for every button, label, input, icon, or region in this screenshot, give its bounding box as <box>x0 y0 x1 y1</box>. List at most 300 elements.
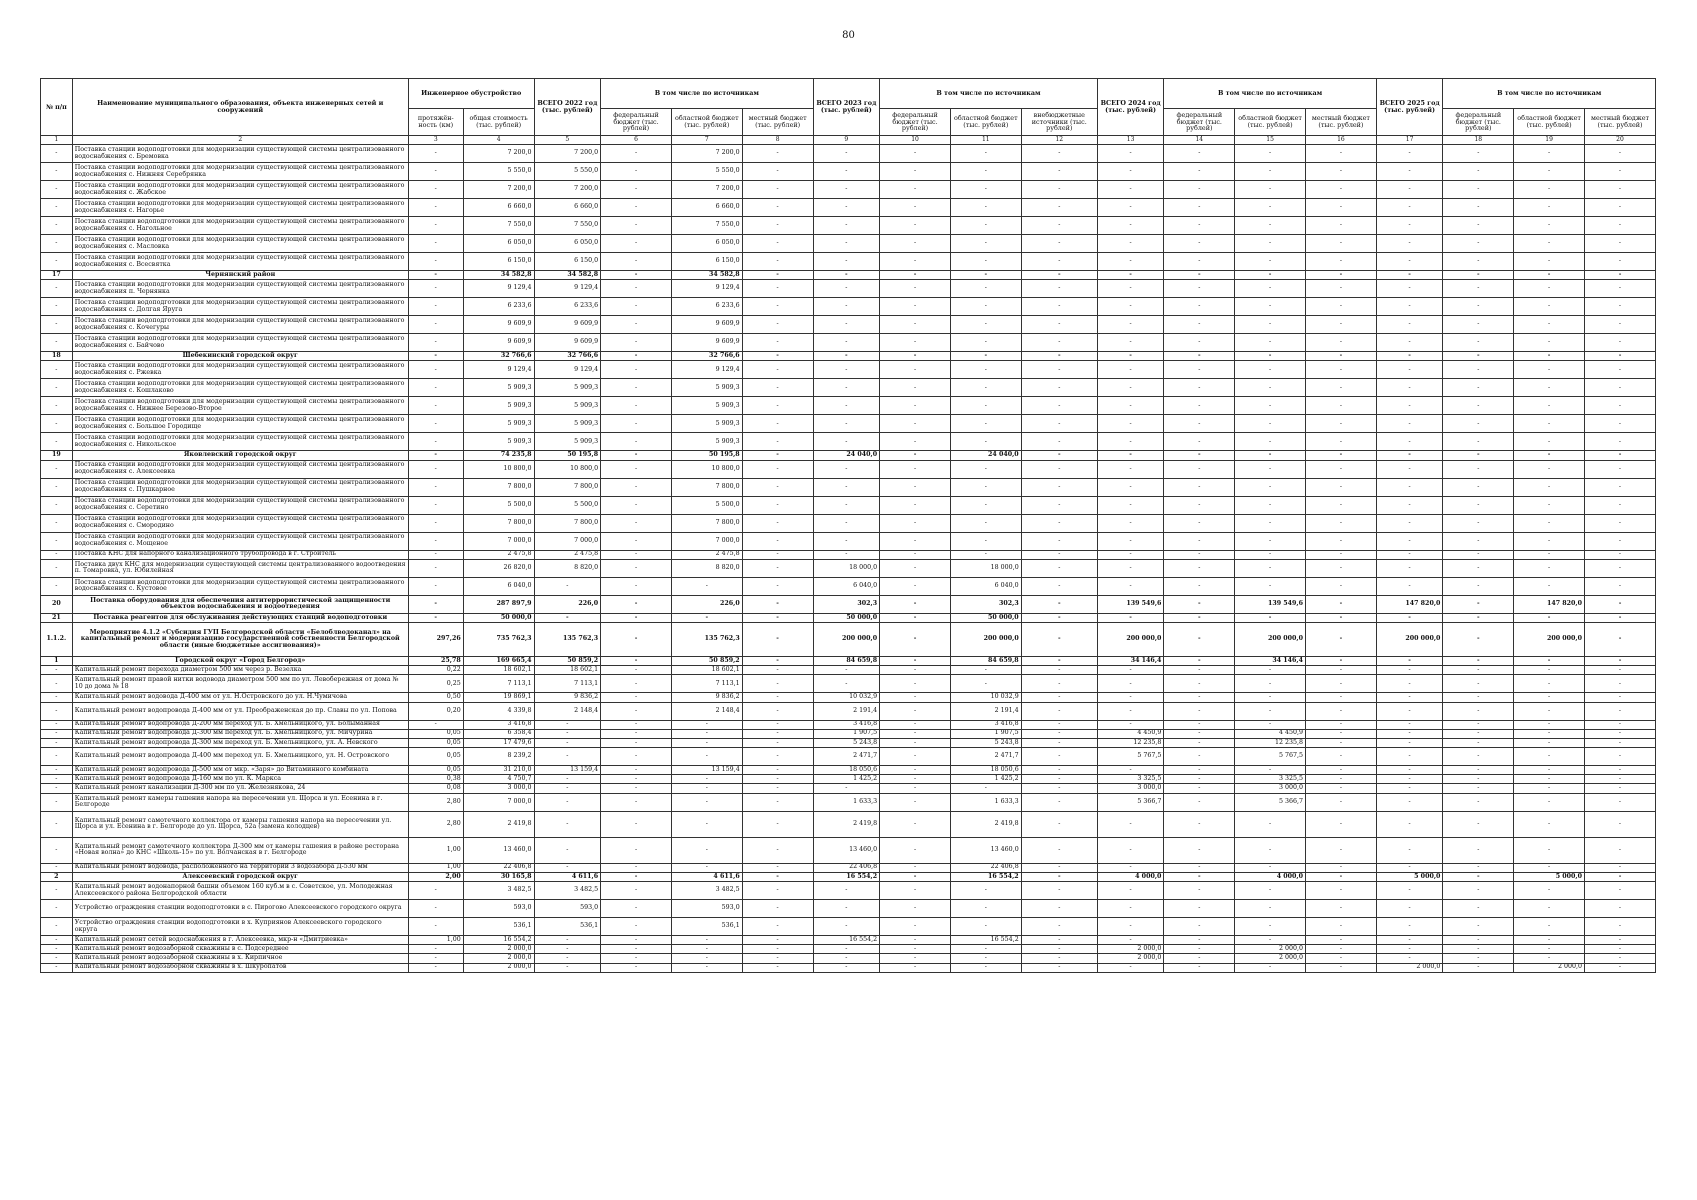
value-cell: - <box>950 298 1021 316</box>
value-cell: 32 766,6 <box>463 352 534 361</box>
value-cell: - <box>880 433 951 451</box>
value-cell: - <box>880 577 951 595</box>
row-number-cell: - <box>41 766 73 775</box>
value-cell: - <box>1021 963 1097 972</box>
column-index: 18 <box>1443 136 1514 145</box>
value-cell: - <box>1306 217 1377 235</box>
table-row <box>41 415 1656 433</box>
value-cell: - <box>813 379 880 397</box>
value-cell: - <box>1443 595 1514 613</box>
value-cell: - <box>1443 720 1514 729</box>
value-cell: 6 233,6 <box>463 298 534 316</box>
table-row <box>41 253 1656 271</box>
value-cell: - <box>1514 702 1585 720</box>
value-cell: - <box>1235 532 1306 550</box>
table-row-subtotal <box>41 595 1656 613</box>
value-cell: - <box>408 181 463 199</box>
value-cell: - <box>1585 271 1656 280</box>
value-cell: - <box>1164 181 1235 199</box>
value-cell: - <box>742 954 813 963</box>
value-cell: - <box>1443 181 1514 199</box>
value-cell: - <box>880 945 951 954</box>
table-row <box>41 397 1656 415</box>
value-cell: - <box>601 460 672 478</box>
value-cell: - <box>534 729 601 738</box>
value-cell: - <box>813 675 880 693</box>
row-number-cell: - <box>41 217 73 235</box>
value-cell: 6 040,0 <box>463 577 534 595</box>
value-cell: - <box>1021 298 1097 316</box>
value-cell: - <box>813 433 880 451</box>
value-cell: - <box>880 478 951 496</box>
object-name-cell: Поставка станции водоподготовки для модернизации существующей системы централизованного водоснабжения с. Кустовое <box>72 577 408 595</box>
value-cell: 2 000,0 <box>463 963 534 972</box>
value-cell: - <box>1164 550 1235 559</box>
value-cell: 8 820,0 <box>534 559 601 577</box>
value-cell: 5 909,3 <box>463 379 534 397</box>
value-cell: 2 475,8 <box>463 550 534 559</box>
value-cell: - <box>1306 666 1377 675</box>
value-cell: - <box>1306 334 1377 352</box>
value-cell: - <box>1585 532 1656 550</box>
value-cell: - <box>742 811 813 837</box>
value-cell: - <box>1585 433 1656 451</box>
value-cell: 5 500,0 <box>463 496 534 514</box>
value-cell: - <box>742 397 813 415</box>
value-cell: - <box>1235 863 1306 872</box>
value-cell: - <box>1164 954 1235 963</box>
value-cell: - <box>1376 397 1443 415</box>
value-cell: - <box>880 298 951 316</box>
table-row <box>41 316 1656 334</box>
row-number-cell: - <box>41 397 73 415</box>
budget-table <box>40 78 1656 973</box>
header-fed-2025: федеральный бюджет (тыс. рублей) <box>1443 109 1514 136</box>
value-cell: - <box>1164 784 1235 793</box>
value-cell: 7 550,0 <box>534 217 601 235</box>
value-cell: - <box>950 900 1021 918</box>
value-cell: - <box>408 478 463 496</box>
row-number-cell: - <box>41 882 73 900</box>
table-row <box>41 532 1656 550</box>
value-cell: - <box>1585 882 1656 900</box>
value-cell: - <box>1443 936 1514 945</box>
value-cell: - <box>1021 550 1097 559</box>
value-cell: 2 419,8 <box>950 811 1021 837</box>
table-row <box>41 720 1656 729</box>
value-cell: - <box>1235 415 1306 433</box>
row-number-cell: - <box>41 199 73 217</box>
value-cell: - <box>742 936 813 945</box>
value-cell: - <box>950 145 1021 163</box>
row-number-cell: - <box>41 145 73 163</box>
value-cell: - <box>742 478 813 496</box>
value-cell: - <box>813 496 880 514</box>
header-sources-2023: В том числе по источникам <box>880 79 1098 109</box>
value-cell: - <box>1235 675 1306 693</box>
table-row <box>41 163 1656 181</box>
value-cell: - <box>813 352 880 361</box>
value-cell: - <box>880 693 951 702</box>
value-cell: - <box>1514 379 1585 397</box>
value-cell: - <box>950 954 1021 963</box>
value-cell: - <box>1443 253 1514 271</box>
value-cell: - <box>1235 397 1306 415</box>
row-number-cell: 19 <box>41 451 73 460</box>
value-cell: - <box>1376 199 1443 217</box>
value-cell: - <box>1235 163 1306 181</box>
value-cell: - <box>742 863 813 872</box>
value-cell: - <box>408 433 463 451</box>
value-cell: - <box>1021 280 1097 298</box>
value-cell: - <box>1443 666 1514 675</box>
value-cell: - <box>601 872 672 881</box>
value-cell: - <box>1164 496 1235 514</box>
value-cell: - <box>1021 163 1097 181</box>
table-row <box>41 514 1656 532</box>
value-cell: 2 148,4 <box>534 702 601 720</box>
row-number-cell: - <box>41 280 73 298</box>
value-cell: 50 000,0 <box>950 613 1021 622</box>
value-cell: 34 582,8 <box>534 271 601 280</box>
header-reg-2022: областной бюджет (тыс. рублей) <box>671 109 742 136</box>
value-cell: - <box>1443 550 1514 559</box>
column-index: 9 <box>813 136 880 145</box>
value-cell: - <box>1306 163 1377 181</box>
object-name-cell: Капитальный ремонт водовода, расположенного на территории 3 водозабора Д-530 мм <box>72 863 408 872</box>
value-cell: - <box>1097 963 1164 972</box>
value-cell: - <box>1021 415 1097 433</box>
object-name-cell: Поставка станции водоподготовки для модернизации существующей системы централизованного водоснабжения с. Нижнее Березово-Второе <box>72 397 408 415</box>
value-cell: - <box>1164 702 1235 720</box>
value-cell: - <box>1376 550 1443 559</box>
value-cell: - <box>601 766 672 775</box>
header-loc-2024: местный бюджет (тыс. рублей) <box>1306 109 1377 136</box>
object-name-cell: Капитальный ремонт водозаборной скважины в х. Шкуропатов <box>72 963 408 972</box>
value-cell: 13 460,0 <box>950 837 1021 863</box>
value-cell: - <box>1164 666 1235 675</box>
value-cell: - <box>1164 811 1235 837</box>
value-cell: - <box>880 863 951 872</box>
column-index: 14 <box>1164 136 1235 145</box>
value-cell: - <box>1585 622 1656 656</box>
value-cell: 9 609,9 <box>534 334 601 352</box>
value-cell: 9 129,4 <box>463 280 534 298</box>
value-cell: - <box>1097 918 1164 936</box>
table-row <box>41 702 1656 720</box>
value-cell: - <box>1021 766 1097 775</box>
value-cell: - <box>408 460 463 478</box>
row-number-cell: - <box>41 963 73 972</box>
value-cell: - <box>1235 280 1306 298</box>
table-row <box>41 793 1656 811</box>
value-cell: - <box>534 784 601 793</box>
table-row <box>41 217 1656 235</box>
value-cell: - <box>534 613 601 622</box>
value-cell: - <box>534 963 601 972</box>
value-cell: - <box>1235 613 1306 622</box>
value-cell: - <box>1585 361 1656 379</box>
value-cell: - <box>1021 702 1097 720</box>
row-number-cell: 20 <box>41 595 73 613</box>
value-cell: - <box>1306 478 1377 496</box>
value-cell: - <box>1443 415 1514 433</box>
table-row <box>41 550 1656 559</box>
value-cell: - <box>1306 280 1377 298</box>
value-cell: - <box>1514 559 1585 577</box>
column-index-row <box>41 136 1656 145</box>
value-cell: - <box>1514 415 1585 433</box>
value-cell: 18 602,1 <box>534 666 601 675</box>
value-cell: - <box>1514 316 1585 334</box>
value-cell: - <box>1514 253 1585 271</box>
value-cell: - <box>1235 217 1306 235</box>
value-cell: - <box>880 793 951 811</box>
value-cell: - <box>1514 577 1585 595</box>
value-cell: - <box>1164 514 1235 532</box>
value-cell: - <box>1306 145 1377 163</box>
value-cell: - <box>813 361 880 379</box>
value-cell: - <box>1585 478 1656 496</box>
value-cell: 0,25 <box>408 675 463 693</box>
value-cell: - <box>601 532 672 550</box>
value-cell: - <box>1306 872 1377 881</box>
value-cell: - <box>1097 766 1164 775</box>
value-cell: - <box>601 271 672 280</box>
value-cell: - <box>534 738 601 747</box>
value-cell: - <box>1443 379 1514 397</box>
value-cell: - <box>950 496 1021 514</box>
value-cell: - <box>1443 837 1514 863</box>
value-cell: - <box>1585 496 1656 514</box>
value-cell: 5 909,3 <box>671 397 742 415</box>
object-name-cell: Капитальный ремонт самотечного коллектора от камеры гашения напора на пересечении ул. Щорса и ул. Есенина в г. Белгороде до ул. Щорса, 52а (замена колодцев) <box>72 811 408 837</box>
value-cell: - <box>1376 954 1443 963</box>
value-cell: - <box>1164 863 1235 872</box>
value-cell: - <box>813 334 880 352</box>
value-cell: - <box>601 936 672 945</box>
value-cell: 4 000,0 <box>1097 872 1164 881</box>
value-cell: - <box>1376 738 1443 747</box>
page-number: 80 <box>842 30 855 41</box>
value-cell: 0,50 <box>408 693 463 702</box>
value-cell: - <box>1306 415 1377 433</box>
object-name-cell: Поставка станции водоподготовки для модернизации существующей системы централизованного водоснабжения с. Пушкарное <box>72 478 408 496</box>
value-cell: - <box>1164 622 1235 656</box>
object-name-cell: Городской округ «Город Белгород» <box>72 656 408 665</box>
value-cell: 10 800,0 <box>671 460 742 478</box>
value-cell: - <box>1235 334 1306 352</box>
value-cell: - <box>1306 559 1377 577</box>
table-row-subtotal <box>41 872 1656 881</box>
value-cell: - <box>1514 675 1585 693</box>
row-number-cell: - <box>41 900 73 918</box>
value-cell: 6 040,0 <box>813 577 880 595</box>
value-cell: - <box>601 316 672 334</box>
value-cell: - <box>1164 577 1235 595</box>
value-cell: 9 609,9 <box>534 316 601 334</box>
value-cell: - <box>1514 936 1585 945</box>
value-cell: - <box>1376 352 1443 361</box>
table-row <box>41 478 1656 496</box>
row-number-cell: - <box>41 666 73 675</box>
value-cell: - <box>742 280 813 298</box>
value-cell: - <box>1164 720 1235 729</box>
value-cell: - <box>1514 163 1585 181</box>
value-cell: - <box>1443 433 1514 451</box>
value-cell: 6 150,0 <box>671 253 742 271</box>
object-name-cell: Капитальный ремонт правой нитки водовода диаметром 500 мм по ул. Левобережная от дома № 10 до дома № 18 <box>72 675 408 693</box>
value-cell: 7 800,0 <box>534 478 601 496</box>
value-cell: - <box>742 945 813 954</box>
value-cell: - <box>1021 271 1097 280</box>
value-cell: - <box>880 837 951 863</box>
value-cell: - <box>1097 577 1164 595</box>
object-name-cell: Поставка станции водоподготовки для модернизации существующей системы централизованного водоснабжения с. Масловка <box>72 235 408 253</box>
value-cell: - <box>601 963 672 972</box>
value-cell: - <box>742 460 813 478</box>
value-cell: - <box>601 478 672 496</box>
header-total-2025: ВСЕГО 2025 год (тыс. рублей) <box>1376 79 1443 136</box>
value-cell: - <box>1235 837 1306 863</box>
value-cell: - <box>1097 361 1164 379</box>
value-cell: - <box>1097 145 1164 163</box>
row-number-cell: 2 <box>41 872 73 881</box>
value-cell: - <box>813 900 880 918</box>
value-cell: - <box>1306 577 1377 595</box>
row-number-cell: - <box>41 837 73 863</box>
value-cell: - <box>1164 397 1235 415</box>
value-cell: 7 200,0 <box>534 181 601 199</box>
header-total-2024: ВСЕГО 2024 год (тыс. рублей) <box>1097 79 1164 136</box>
value-cell: - <box>950 163 1021 181</box>
value-cell: - <box>813 945 880 954</box>
value-cell: - <box>1235 918 1306 936</box>
object-name-cell: Капитальный ремонт водопровода Д-160 мм по ул. К. Маркса <box>72 775 408 784</box>
column-index: 1 <box>41 136 73 145</box>
value-cell: - <box>1306 945 1377 954</box>
object-name-cell: Поставка оборудования для обеспечения антитеррористической защищенности объектов водоснабжения и водоотведения <box>72 595 408 613</box>
value-cell: - <box>601 199 672 217</box>
value-cell: - <box>742 181 813 199</box>
value-cell: - <box>950 478 1021 496</box>
row-number-cell: - <box>41 496 73 514</box>
value-cell: 2 000,0 <box>1235 954 1306 963</box>
value-cell: - <box>1585 577 1656 595</box>
value-cell: 25,78 <box>408 656 463 665</box>
value-cell: - <box>880 622 951 656</box>
value-cell: 9 129,4 <box>463 361 534 379</box>
value-cell: - <box>1376 163 1443 181</box>
value-cell: - <box>408 595 463 613</box>
value-cell: 32 766,6 <box>534 352 601 361</box>
table-row <box>41 433 1656 451</box>
header-loc-2025: местный бюджет (тыс. рублей) <box>1585 109 1656 136</box>
value-cell: - <box>1585 352 1656 361</box>
value-cell: - <box>1514 900 1585 918</box>
value-cell: - <box>950 361 1021 379</box>
value-cell: - <box>1376 451 1443 460</box>
table-row <box>41 784 1656 793</box>
value-cell: - <box>1235 720 1306 729</box>
value-cell: - <box>1585 397 1656 415</box>
table-row <box>41 738 1656 747</box>
value-cell: - <box>1376 280 1443 298</box>
value-cell: - <box>1376 918 1443 936</box>
value-cell: - <box>1443 235 1514 253</box>
value-cell: - <box>1443 298 1514 316</box>
row-number-cell: - <box>41 945 73 954</box>
value-cell: 50 195,8 <box>671 451 742 460</box>
value-cell: - <box>601 433 672 451</box>
object-name-cell: Поставка станции водоподготовки для модернизации существующей системы централизованного водоснабжения с. Жабское <box>72 181 408 199</box>
value-cell: 1 633,3 <box>813 793 880 811</box>
value-cell: - <box>1306 397 1377 415</box>
value-cell: - <box>601 720 672 729</box>
value-cell: 5 366,7 <box>1235 793 1306 811</box>
value-cell: 4 450,9 <box>1235 729 1306 738</box>
value-cell: - <box>601 496 672 514</box>
row-number-cell: - <box>41 811 73 837</box>
value-cell: 7 000,0 <box>671 532 742 550</box>
value-cell: - <box>880 271 951 280</box>
value-cell: - <box>1164 882 1235 900</box>
value-cell: - <box>950 666 1021 675</box>
value-cell: - <box>1235 145 1306 163</box>
value-cell: - <box>1235 766 1306 775</box>
value-cell: - <box>601 622 672 656</box>
value-cell: - <box>601 702 672 720</box>
value-cell: 16 554,2 <box>950 872 1021 881</box>
value-cell: 4 000,0 <box>1235 872 1306 881</box>
value-cell: - <box>671 936 742 945</box>
value-cell: 2 191,4 <box>950 702 1021 720</box>
value-cell: - <box>1585 784 1656 793</box>
value-cell: - <box>1164 235 1235 253</box>
value-cell: - <box>1443 334 1514 352</box>
column-index: 15 <box>1235 136 1306 145</box>
value-cell: - <box>742 738 813 747</box>
value-cell: 7 800,0 <box>463 514 534 532</box>
table-row <box>41 361 1656 379</box>
value-cell: 4 339,8 <box>463 702 534 720</box>
value-cell: 7 200,0 <box>534 145 601 163</box>
value-cell: - <box>742 720 813 729</box>
object-name-cell: Поставка станции водоподготовки для модернизации существующей системы централизованного водоснабжения с. Большое Городище <box>72 415 408 433</box>
header-num: № п/п <box>41 79 73 136</box>
value-cell: - <box>1585 199 1656 217</box>
value-cell: - <box>1514 666 1585 675</box>
value-cell: - <box>1585 872 1656 881</box>
row-number-cell: - <box>41 415 73 433</box>
value-cell: - <box>1021 145 1097 163</box>
value-cell: - <box>671 729 742 738</box>
value-cell: 2,00 <box>408 872 463 881</box>
value-cell: - <box>1021 863 1097 872</box>
value-cell: - <box>408 298 463 316</box>
value-cell: - <box>1021 954 1097 963</box>
value-cell: - <box>1164 163 1235 181</box>
row-number-cell: - <box>41 181 73 199</box>
row-number-cell: 18 <box>41 352 73 361</box>
value-cell: - <box>408 496 463 514</box>
value-cell: - <box>1376 900 1443 918</box>
value-cell: - <box>1443 748 1514 766</box>
value-cell: - <box>1097 478 1164 496</box>
value-cell: - <box>1097 415 1164 433</box>
value-cell: 74 235,8 <box>463 451 534 460</box>
value-cell: 3 482,5 <box>534 882 601 900</box>
